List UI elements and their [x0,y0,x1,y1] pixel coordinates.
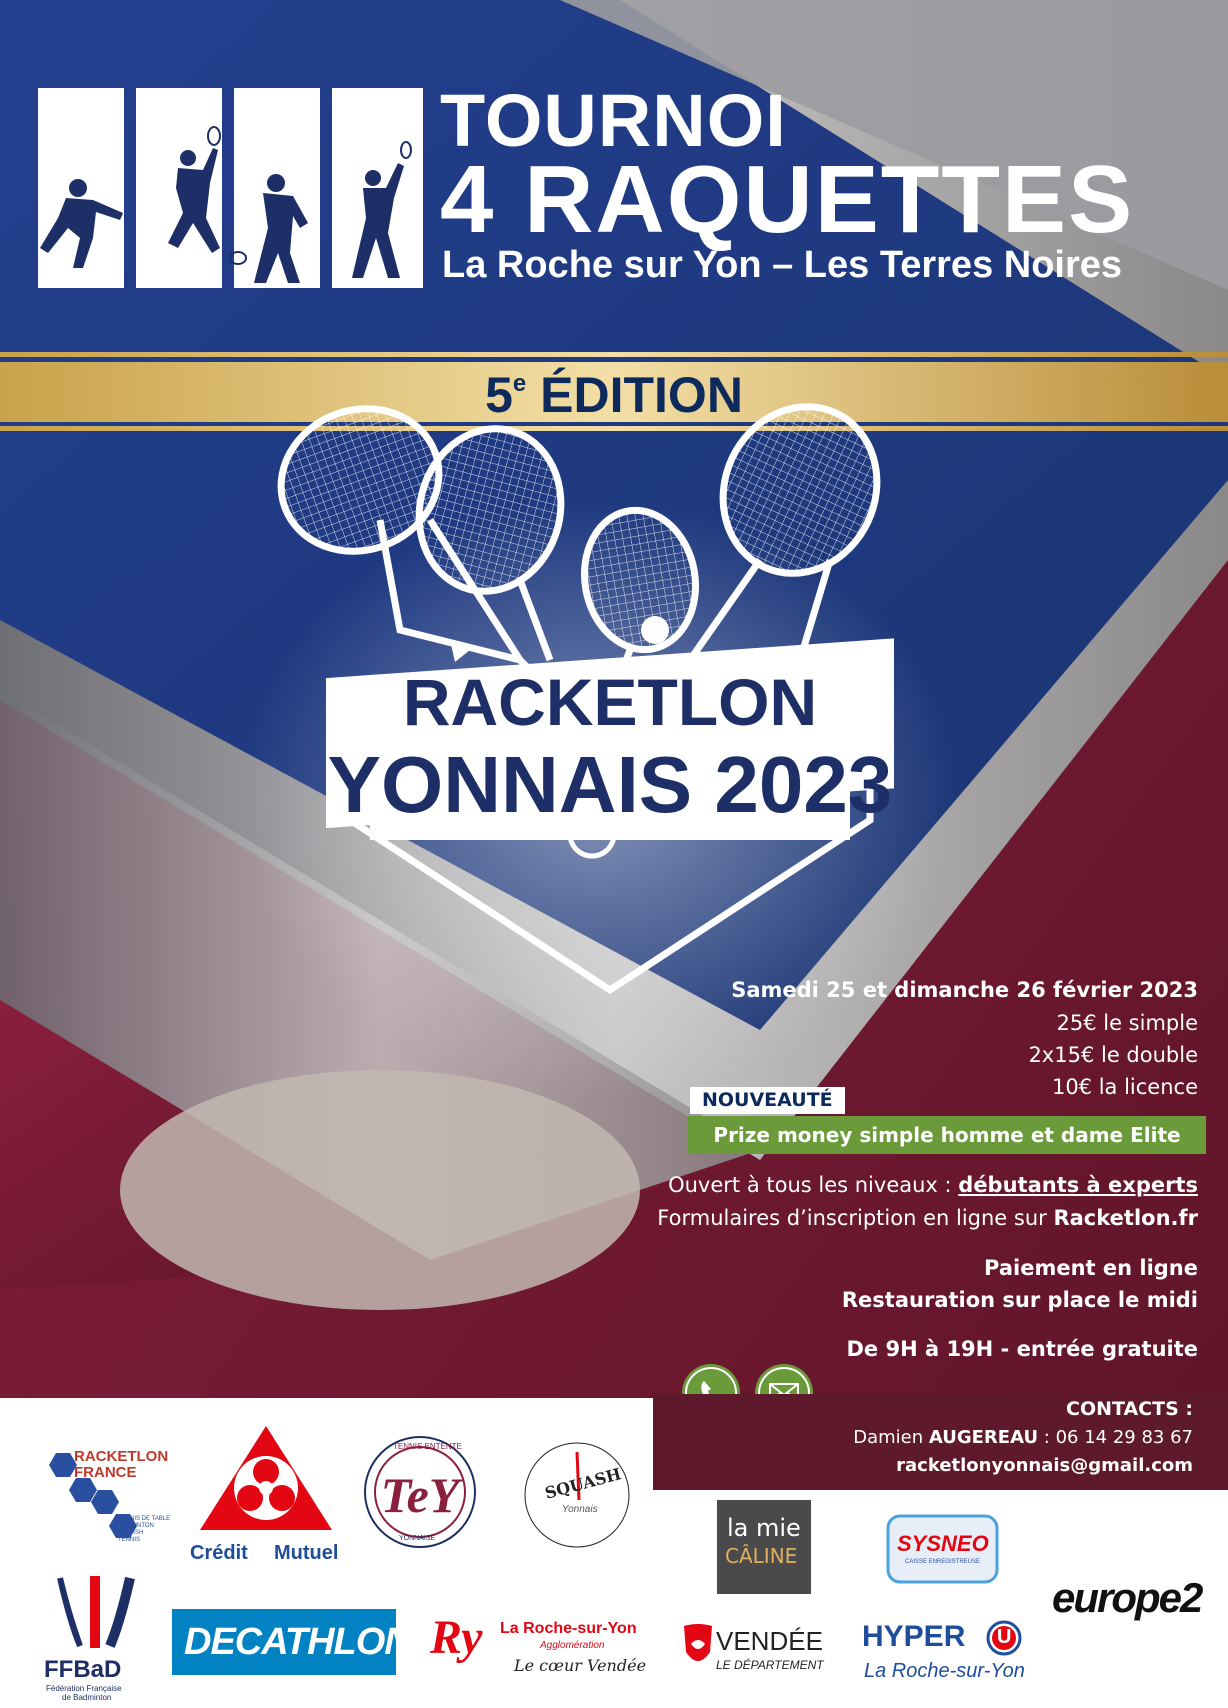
vendee-departement-logo [680,1622,840,1688]
svg-text:TeY: TeY [380,1467,460,1523]
hyper-u-logo [862,1620,1042,1692]
racketlon-france-sports: TENNIS DE TABLE BADMINTON SQUASH TENNIS [118,1516,171,1543]
hyper-u-letter: U [997,1626,1012,1648]
squash-word: SQUASH [542,1464,624,1503]
racketlon-france-word-1: RACKETLON [74,1448,169,1465]
credit-mutuel-logo [186,1422,346,1562]
sysneo-sub: CAISSE ENREGISTREUSE [905,1559,981,1565]
logo-yonnais-text: YONNAIS 2023 [327,740,893,829]
lamie-word-2: CÂLINE [725,1544,798,1568]
europe2-logo [1052,1570,1212,1630]
title-tournoi: TOURNOI [440,79,787,162]
contact-last-name: AUGEREAU [928,1427,1039,1448]
contact-phone[interactable]: : 06 14 29 83 67 [1038,1427,1193,1448]
ffbad-logo [40,1572,150,1708]
price-double: 2x15€ le double [1028,1043,1198,1067]
squash-yonnais-logo [522,1440,632,1550]
hyper-word: HYPER [862,1620,966,1653]
ry-city: La Roche-sur-Yon [500,1620,637,1637]
prize-money-banner: Prize money simple homme et dame Elite [688,1116,1206,1154]
vendee-sub: LE DÉPARTEMENT [716,1658,824,1672]
racketlon-france-logo [36,1448,186,1558]
sysneo-word: SYSNEO [897,1531,989,1556]
new-badge: NOUVEAUTÉ [690,1087,845,1114]
food-line: Restauration sur place le midi [841,1288,1198,1312]
credit-mutuel-word-1: Crédit [190,1542,248,1564]
event-date: Samedi 25 et dimanche 26 février 2023 [731,978,1198,1002]
title-4-raquettes: 4 RAQUETTES [440,146,1135,253]
tey-top-text: TENNIS ENTENTE [393,1442,462,1451]
la-roche-sur-yon-agglo-logo [430,1610,650,1690]
hours-line: De 9H à 19H - entrée gratuite [846,1337,1198,1361]
ffbad-sub-1: Fédération Française [46,1684,122,1693]
contact-email[interactable]: racketlonyonnais@gmail.com [896,1455,1193,1476]
levels-value: débutants à experts [958,1173,1198,1197]
europe2-word: europe2 [1052,1574,1202,1621]
forms-line [657,1206,1198,1230]
forms-site-link[interactable]: Racketlon.fr [1053,1206,1198,1230]
lamie-word-1: la mie [727,1514,801,1542]
contact-first-name: Damien [853,1427,929,1448]
edition-word: ÉDITION [540,367,743,423]
logo-racketlon-text: RACKETLON [402,665,818,739]
levels-prefix: Ouvert à tous les niveaux : [668,1173,959,1197]
racketlon-yonnais-logo [270,400,950,1020]
hyper-city: La Roche-sur-Yon [864,1660,1025,1682]
contact-person [853,1427,1193,1448]
ry-tagline: Le cœur Vendée [514,1656,647,1675]
la-mie-caline-logo [717,1500,811,1594]
payment-line: Paiement en ligne [984,1256,1198,1280]
tey-bottom-text: YONNAISE [399,1535,436,1542]
levels-line [668,1173,1198,1197]
tennis-entente-yonnaise-logo [360,1432,480,1552]
price-single: 25€ le simple [1056,1011,1198,1035]
players-silhouettes [38,88,423,288]
edition-suffix: e [512,370,527,397]
title-location: La Roche sur Yon – Les Terres Noires [442,244,1123,286]
credit-mutuel-word-2: Mutuel [274,1542,339,1564]
ffbad-word: FFBaD [44,1656,122,1683]
edition-number: 5 [485,367,513,423]
squash-sub: Yonnais [562,1504,598,1515]
racketlon-france-word-2: FRANCE [74,1464,137,1481]
ffbad-sub-2: de Badminton [62,1693,112,1702]
forms-prefix: Formulaires d’inscription en ligne sur [657,1206,1054,1230]
ry-letters: Ry [430,1611,483,1664]
contacts-title: CONTACTS : [1066,1398,1193,1420]
vendee-word: VENDÉE [716,1626,823,1656]
decathlon-logo [172,1609,411,1675]
ry-agglo: Agglomération [540,1640,605,1651]
decathlon-word: DECATHLON [184,1621,411,1663]
price-licence: 10€ la licence [1051,1075,1198,1099]
sysneo-logo [885,1513,1000,1585]
